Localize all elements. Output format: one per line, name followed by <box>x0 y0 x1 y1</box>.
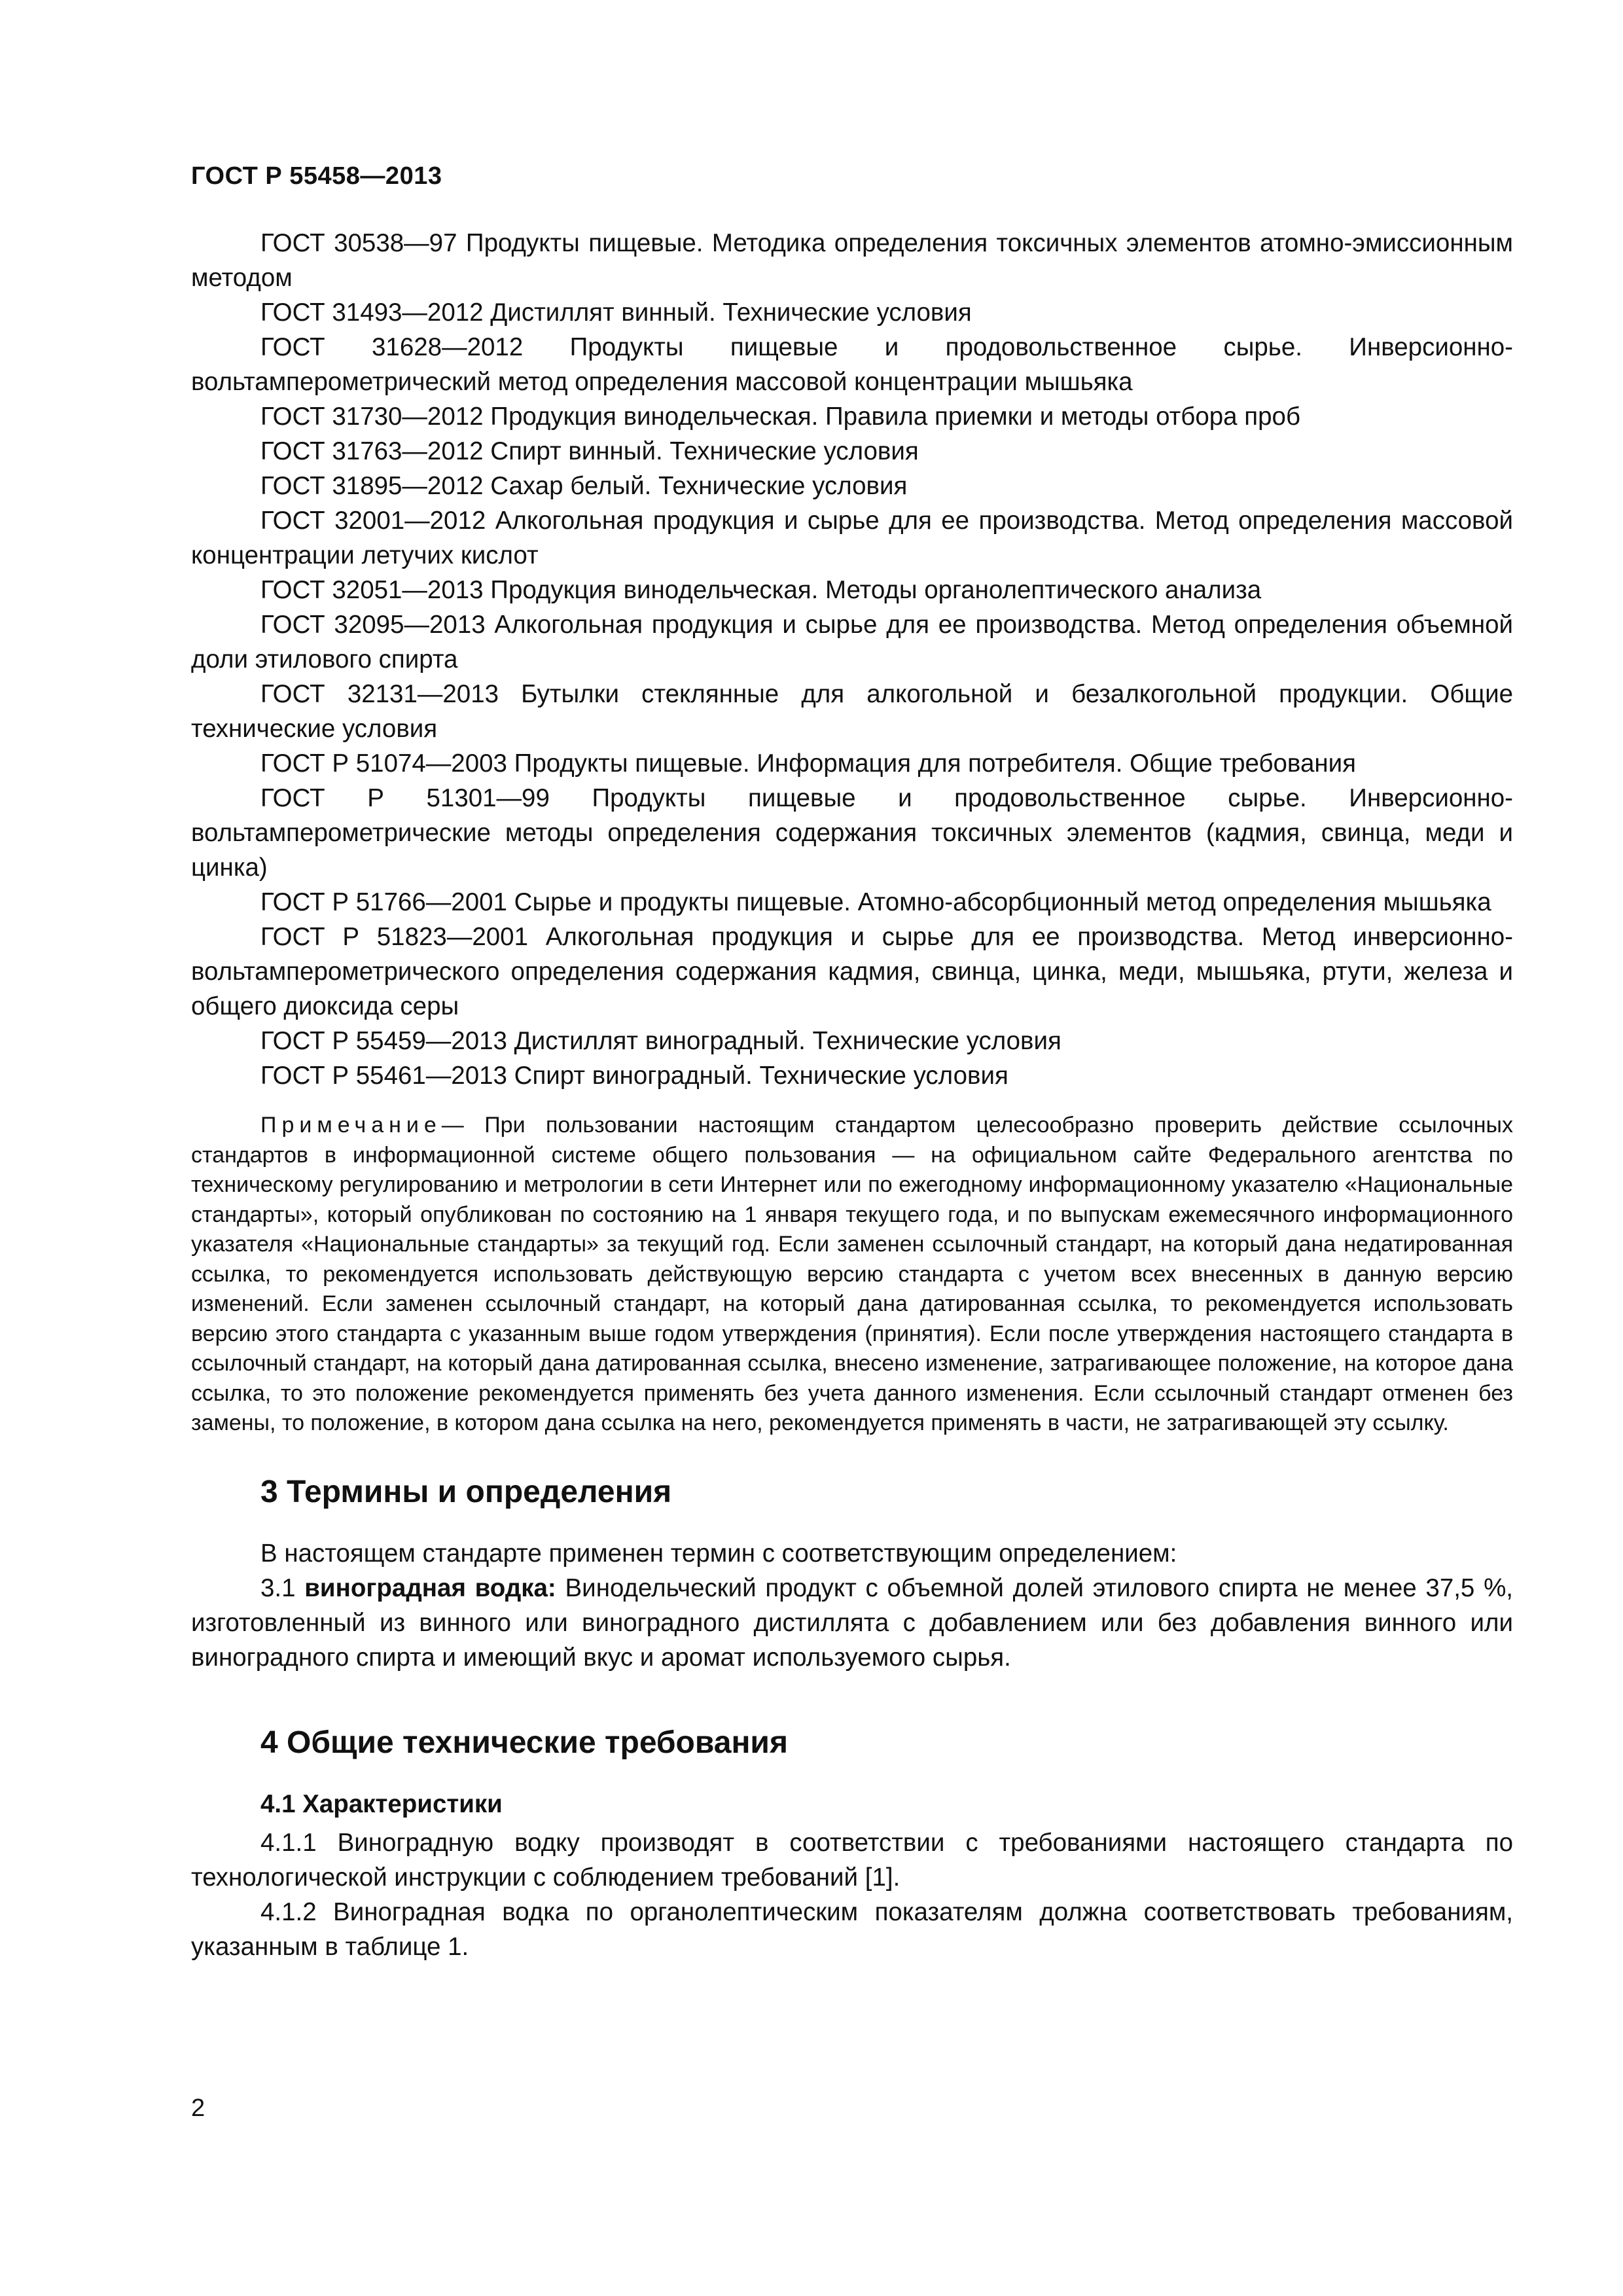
term-text: Винодельческий продукт с объемной долей этилового спирта не менее 37,5 %, изготовленный из винного или виноградного дистиллята с добавлением или без добавления винного или виноградного спирта и имеющий вкус и аромат используемого сырья. <box>191 1573 1514 1672</box>
reference-item: ГОСТ 31628—2012 Продукты пищевые и продовольственное сырье. Инверсионно-вольтамперометрический метод определения массовой концентрации мышьяка <box>191 333 1513 396</box>
subsection-4-1-heading: 4.1 Характеристики <box>260 1789 503 1818</box>
reference-item: ГОСТ Р 55459—2013 Дистиллят виноградный. Технические условия <box>260 1027 1061 1055</box>
paragraph-4-1-1: 4.1.1 Виноградную водку производят в соответствии с требованиями настоящего стандарта по технологической инструкции с соблюдением требований [1]. <box>191 1828 1513 1892</box>
reference-item: ГОСТ 31895—2012 Сахар белый. Технические условия <box>260 472 908 500</box>
page-content <box>191 226 1513 1964</box>
reference-item: ГОСТ 31763—2012 Спирт винный. Технические условия <box>260 437 919 465</box>
note-label: Примечание <box>260 1113 442 1138</box>
reference-item: ГОСТ 32001—2012 Алкогольная продукция и сырье для ее производства. Метод определения массовой концентрации летучих кислот <box>191 507 1513 569</box>
references-list <box>191 226 1513 1093</box>
term-name: виноградная водка: <box>304 1573 556 1602</box>
page-number: 2 <box>191 2094 205 2122</box>
term-number: 3.1 <box>260 1573 305 1602</box>
reference-item: ГОСТ 32095—2013 Алкогольная продукция и сырье для ее производства. Метод определения объемной доли этилового спирта <box>191 611 1513 673</box>
section-4-heading: 4 Общие технические требования <box>260 1725 788 1760</box>
reference-item: ГОСТ 31493—2012 Дистиллят винный. Технические условия <box>260 298 972 327</box>
reference-item: ГОСТ Р 51766—2001 Сырье и продукты пищевые. Атомно-абсорбционный метод определения мышьяка <box>260 888 1491 916</box>
reference-item: ГОСТ Р 51301—99 Продукты пищевые и продовольственное сырье. Инверсионно-вольтамперометрические методы определения содержания токсичных элементов (кадмия, свинца, меди и цинка) <box>191 784 1513 882</box>
paragraph-4-1-2: 4.1.2 Виноградная водка по органолептическим показателям должна соответствовать требованиям, указанным в таблице 1. <box>191 1897 1513 1961</box>
reference-item: ГОСТ 32131—2013 Бутылки стеклянные для алкогольной и безалкогольной продукции. Общие технические условия <box>191 680 1513 743</box>
reference-item: ГОСТ 30538—97 Продукты пищевые. Методика определения токсичных элементов атомно-эмиссионным методом <box>191 229 1513 292</box>
reference-item: ГОСТ 31730—2012 Продукция винодельческая. Правила приемки и методы отбора проб <box>260 403 1301 431</box>
section-3-intro: В настоящем стандарте применен термин с соответствующим определением: <box>260 1539 1177 1568</box>
note-paragraph <box>191 1111 1513 1439</box>
reference-item: ГОСТ 32051—2013 Продукция винодельческая. Методы органолептического анализа <box>260 576 1262 604</box>
document-header: ГОСТ Р 55458—2013 <box>191 162 442 190</box>
note-text: — При пользовании настоящим стандартом целесообразно проверить действие ссылочных стандартов в информационной системе общего пользования — на официальном сайте Федерального агентства по техническому регулированию и метрологии в сети Интернет или по ежегодному информационному указателю «Национальные стандарты», который опубликован по состоянию на 1 января текущего года, и по выпускам ежемесячного информационного указателя «Национальные стандарты» за текущий год. Если заменен ссылочный стандарт, на который дана недатированная ссылка, то рекомендуется использовать действующую версию стандарта с учетом всех внесенных в данную версию изменений. Если заменен ссылочный стандарт, на который дана датированная ссылка, то рекомендуется использовать версию этого стандарта с указанным выше годом утверждения (принятия). Если после утверждения настоящего стандарта в ссылочный стандарт, на который дана датированная ссылка, внесено изменение, затрагивающее положение, на которое дана ссылка, то это положение рекомендуется применять без учета данного изменения. Если ссылочный стандарт отменен без замены, то положение, в котором дана ссылка на него, рекомендуется применять в части, не затрагивающей эту ссылку. <box>191 1113 1513 1435</box>
reference-item: ГОСТ Р 51823—2001 Алкогольная продукция и сырье для ее производства. Метод инверсионно-вольтамперометрического определения содержания кадмия, свинца, цинка, меди, мышьяка, ртути, железа и общего диоксида серы <box>191 923 1513 1020</box>
reference-item: ГОСТ Р 55461—2013 Спирт виноградный. Технические условия <box>260 1062 1008 1090</box>
reference-item: ГОСТ Р 51074—2003 Продукты пищевые. Информация для потребителя. Общие требования <box>260 749 1356 778</box>
section-3-heading: 3 Термины и определения <box>260 1474 672 1509</box>
term-definition <box>191 1571 1513 1675</box>
